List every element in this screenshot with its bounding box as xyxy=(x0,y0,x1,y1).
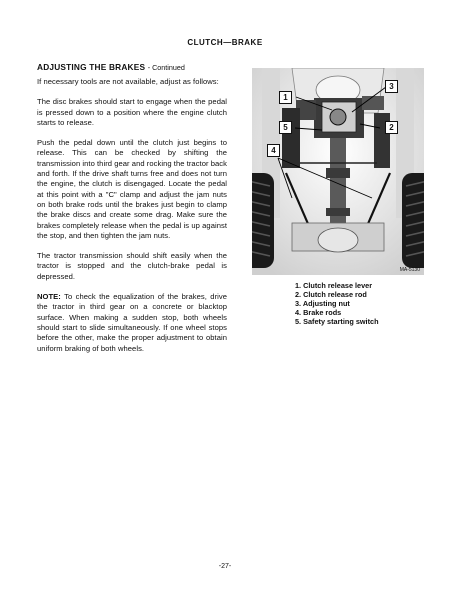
left-tire xyxy=(252,173,274,268)
section-title-text: ADJUSTING THE BRAKES xyxy=(37,62,146,72)
section-title xyxy=(37,62,227,72)
legend-item: 3. Adjusting nut xyxy=(295,299,350,308)
paragraph: The tractor transmission should shift easily when the tractor is stopped and the clutch-brake pedal is depressed. xyxy=(37,251,227,281)
note-label: NOTE: xyxy=(37,292,61,302)
callout-4: 4 xyxy=(267,144,280,157)
section-title-suffix: - Continued xyxy=(147,63,185,72)
callout-3: 3 xyxy=(385,80,398,93)
page-number: -27- xyxy=(218,563,232,570)
legend-item: 2. Clutch release rod xyxy=(295,290,367,299)
callout-2: 2 xyxy=(385,121,398,134)
callout-1: 1 xyxy=(279,91,292,104)
text-column xyxy=(37,62,227,364)
callout-5: 5 xyxy=(279,121,292,134)
right-tire xyxy=(402,173,424,268)
legend-item: 4. Brake rods xyxy=(295,308,342,317)
figure-id: MA-5130 xyxy=(399,267,420,273)
note-text: To check the equalization of the brakes, drive the tractor in third gear on a concrete or blacktop surface. When making a sudden stop, both wheels should start to slide simultaneously. If one wheel stops before the other, make the proper adjustment to obtain uniform braking of both wheels. xyxy=(37,292,228,353)
figure-legend xyxy=(295,281,435,326)
note-paragraph xyxy=(37,292,227,354)
paragraph: If necessary tools are not available, adjust as follows: xyxy=(37,77,219,86)
page-header: CLUTCH—BRAKE xyxy=(187,38,263,47)
legend-item: 5. Safety starting switch xyxy=(295,317,379,326)
paragraph: The disc brakes should start to engage when the pedal is pressed down to a position where the engine clutch starts to release. xyxy=(37,97,227,127)
legend-item: 1. Clutch release lever xyxy=(295,281,373,290)
photo-illustration xyxy=(252,68,424,275)
paragraph: Push the pedal down until the clutch just begins to release. This can be checked by shifting the transmission into third gear and rocking the tractor back and forth. If the drive shaft turns free and does not turn the engine, the clutch is disengaged. Locate the pedal at this point with a "C" clamp and adjust the jam nuts on both brake rods until the brakes just begin to clamp the brake discs and create some drag. Make sure the brakes completely release when the pedal is up against the stop, and then tighten the jam nuts. xyxy=(37,138,227,240)
tractor-underside-photo xyxy=(252,68,424,275)
